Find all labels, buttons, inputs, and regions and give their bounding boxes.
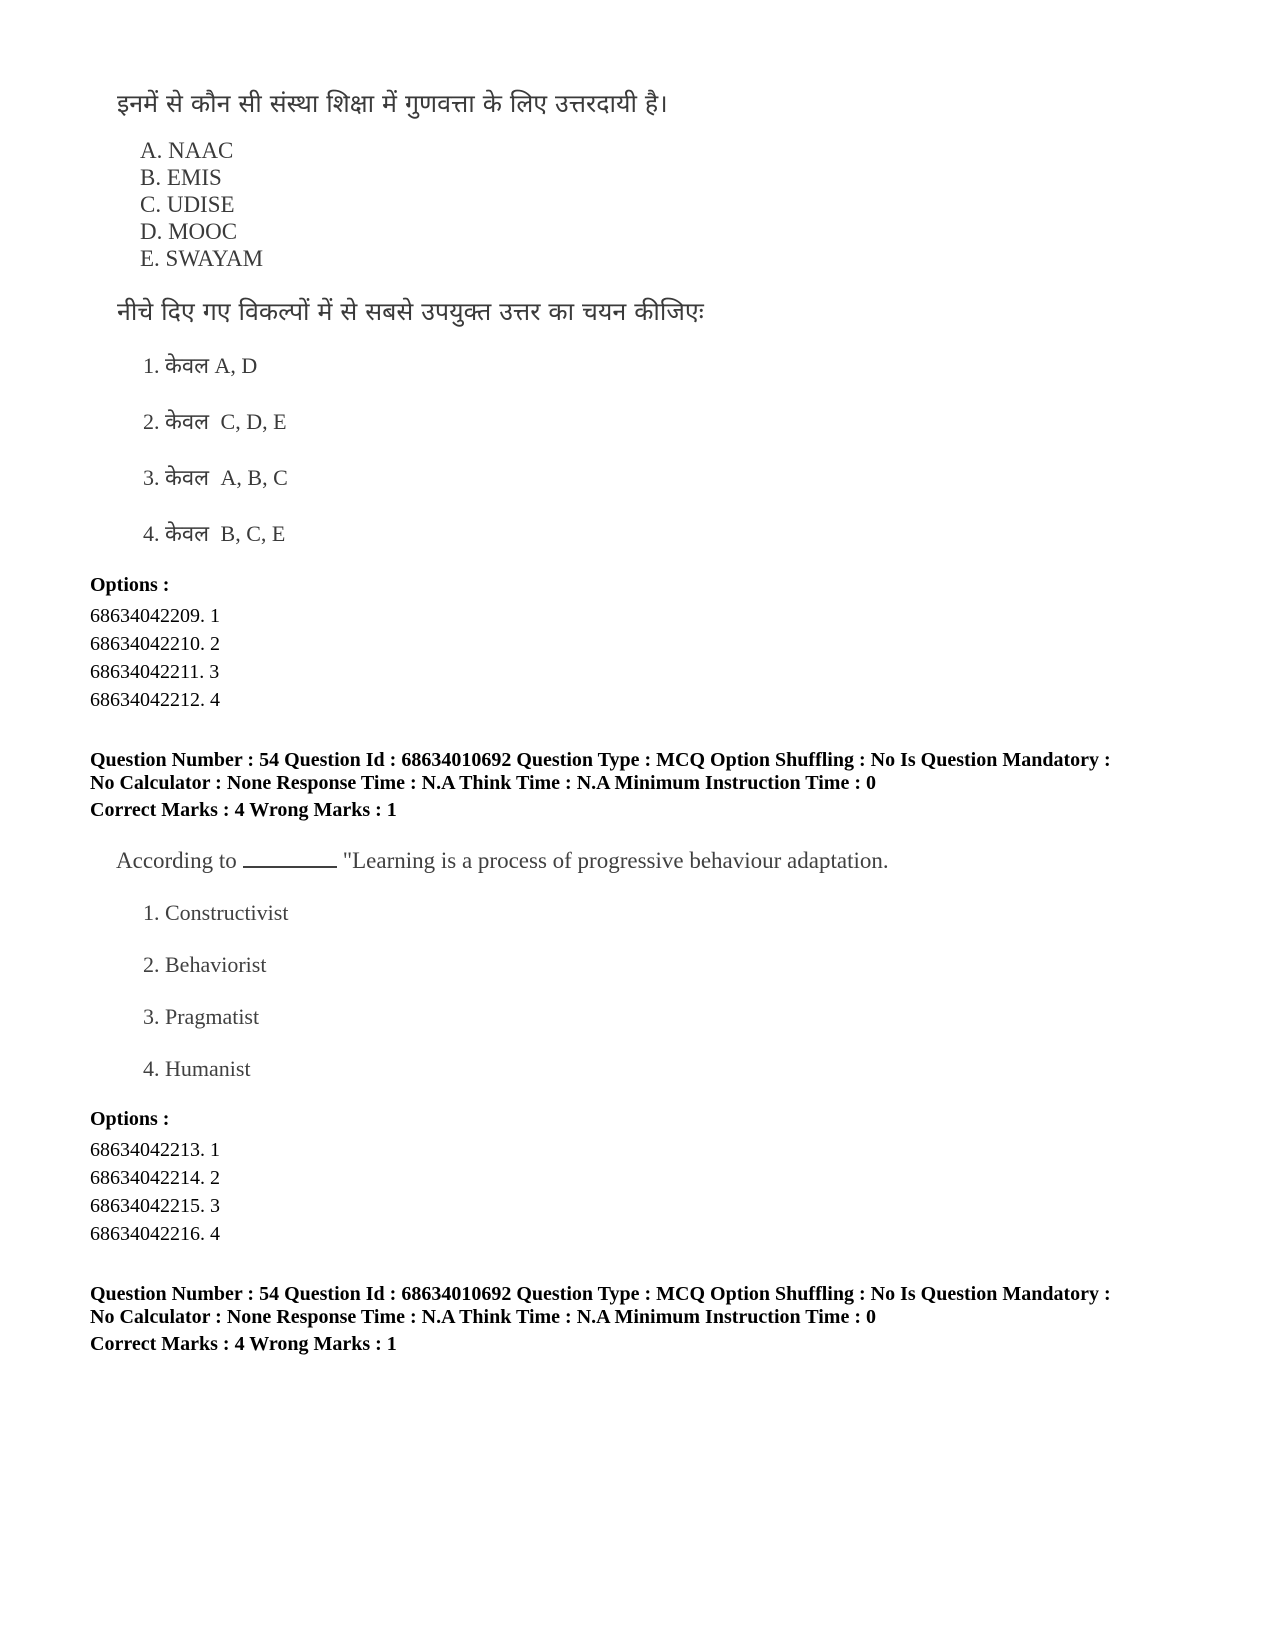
q1-choice-1: 1. केवल A, D [143, 353, 258, 379]
option-item: 68634042210. 2 [90, 633, 220, 655]
q1-instruction: नीचे दिए गए विकल्पों में से सबसे उपयुक्त उत्तर का चयन कीजिएः [117, 297, 704, 326]
meta-line: Question Number : 54 Question Id : 68634010692 Question Type : MCQ Option Shuffling : No Is Question Mandatory : [90, 749, 1111, 771]
option-item: 68634042215. 3 [90, 1195, 220, 1217]
option-item: 68634042216. 4 [90, 1223, 220, 1245]
q1-choice-2: 2. केवल C, D, E [143, 409, 287, 435]
option-item: 68634042214. 2 [90, 1167, 220, 1189]
options-list [90, 602, 220, 714]
q1-stem: इनमें से कौन सी संस्था शिक्षा में गुणवत्ता के लिए उत्तरदायी है। [117, 89, 668, 118]
question-meta [90, 749, 1111, 822]
options-label: Options : [90, 1108, 170, 1130]
q1-item: C. UDISE [140, 192, 235, 217]
q2-choice-2: 2. Behaviorist [143, 952, 267, 977]
options-label: Options : [90, 574, 170, 596]
meta-line: No Calculator : None Response Time : N.A Think Time : N.A Minimum Instruction Time : 0 [90, 1306, 876, 1328]
options-list [90, 1136, 220, 1248]
q1-choice-4: 4. केवल B, C, E [143, 521, 286, 547]
question-meta [90, 1283, 1111, 1356]
option-item: 68634042213. 1 [90, 1139, 220, 1161]
marks-line: Correct Marks : 4 Wrong Marks : 1 [90, 799, 397, 821]
fill-in-blank [243, 848, 337, 868]
option-item: 68634042211. 3 [90, 661, 220, 683]
meta-line: Question Number : 54 Question Id : 68634010692 Question Type : MCQ Option Shuffling : No Is Question Mandatory : [90, 1283, 1111, 1305]
q1-item-list [140, 137, 263, 273]
meta-line: No Calculator : None Response Time : N.A Think Time : N.A Minimum Instruction Time : 0 [90, 772, 876, 794]
option-item: 68634042209. 1 [90, 605, 220, 627]
q1-item: E. SWAYAM [140, 246, 264, 271]
q2-choice-3: 3. Pragmatist [143, 1004, 260, 1029]
q1-choice-3: 3. केवल A, B, C [143, 465, 288, 491]
q2-stem: According to "Learning is a process of progressive behaviour adaptation. [116, 848, 889, 873]
q1-item: B. EMIS [140, 165, 222, 190]
q2-choice-4: 4. Humanist [143, 1056, 251, 1081]
q1-item: D. MOOC [140, 219, 238, 244]
q1-item: A. NAAC [140, 138, 234, 163]
option-item: 68634042212. 4 [90, 689, 220, 711]
q2-choice-1: 1. Constructivist [143, 900, 289, 925]
marks-line: Correct Marks : 4 Wrong Marks : 1 [90, 1333, 397, 1355]
